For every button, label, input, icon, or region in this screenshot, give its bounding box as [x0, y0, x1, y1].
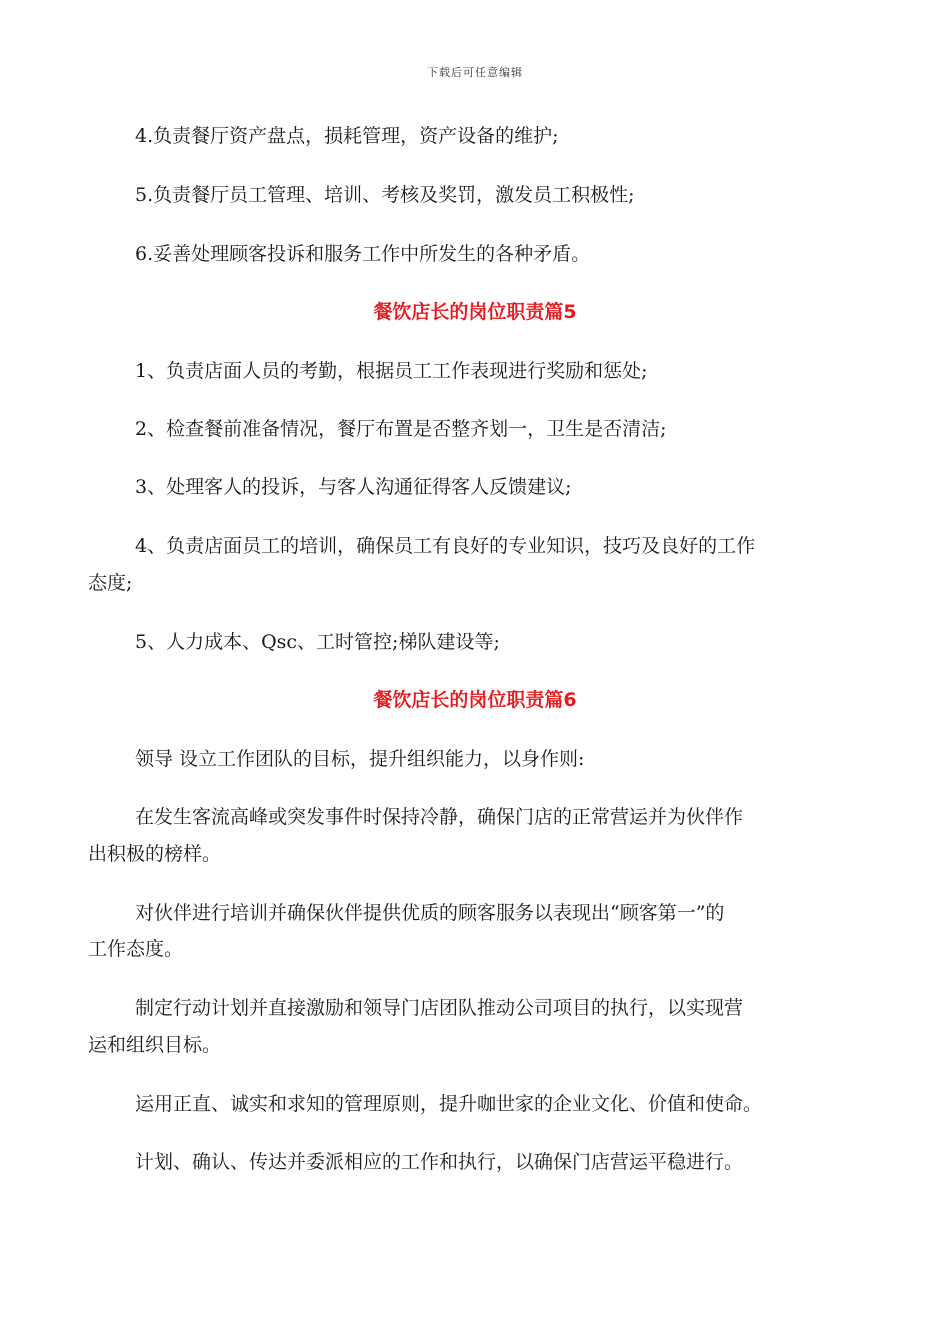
section-heading: 餐饮店长的岗位职责篇6	[373, 689, 577, 711]
list-item: 1、负责店面人员的考勤，根据员工工作表现进行奖励和惩处;	[135, 360, 648, 382]
list-item: 5.负责餐厅员工管理、培训、考核及奖罚，激发员工积极性;	[135, 184, 635, 206]
paragraph-line: 在发生客流高峰或突发事件时保持冷静，确保门店的正常营运并为伙伴作	[135, 806, 744, 828]
list-item: 4、负责店面员工的培训，确保员工有良好的专业知识，技巧及良好的工作	[135, 535, 756, 557]
paragraph-line: 工作态度。	[88, 938, 184, 960]
section-heading: 餐饮店长的岗位职责篇5	[373, 301, 577, 323]
list-item: 3、处理客人的投诉，与客人沟通征得客人反馈建议;	[135, 476, 572, 498]
paragraph-line: 对伙伴进行培训并确保伙伴提供优质的顾客服务以表现出“顾客第一”的	[135, 902, 725, 924]
list-item: 2、检查餐前准备情况，餐厅布置是否整齐划一，卫生是否清洁;	[135, 418, 667, 440]
list-item: 4.负责餐厅资产盘点，损耗管理，资产设备的维护;	[135, 125, 559, 147]
paragraph-line: 运和组织目标。	[88, 1034, 222, 1056]
paragraph-line: 制定行动计划并直接激励和领导门店团队推动公司项目的执行，以实现营	[135, 997, 744, 1019]
paragraph-line: 出积极的榜样。	[88, 843, 222, 865]
list-item: 6.妥善处理顾客投诉和服务工作中所发生的各种矛盾。	[135, 243, 591, 265]
paragraph-line: 领导 设立工作团队的目标，提升组织能力，以身作则:	[135, 748, 585, 770]
paragraph-line: 计划、确认、传达并委派相应的工作和执行，以确保门店营运平稳进行。	[135, 1151, 744, 1173]
list-item: 5、人力成本、Qsc、工时管控;梯队建设等;	[135, 631, 500, 653]
paragraph-line: 运用正直、诚实和求知的管理原则，提升咖世家的企业文化、价值和使命。	[135, 1093, 763, 1115]
page-header-note: 下载后可任意编辑	[427, 66, 523, 79]
list-item-continuation: 态度;	[88, 572, 133, 594]
